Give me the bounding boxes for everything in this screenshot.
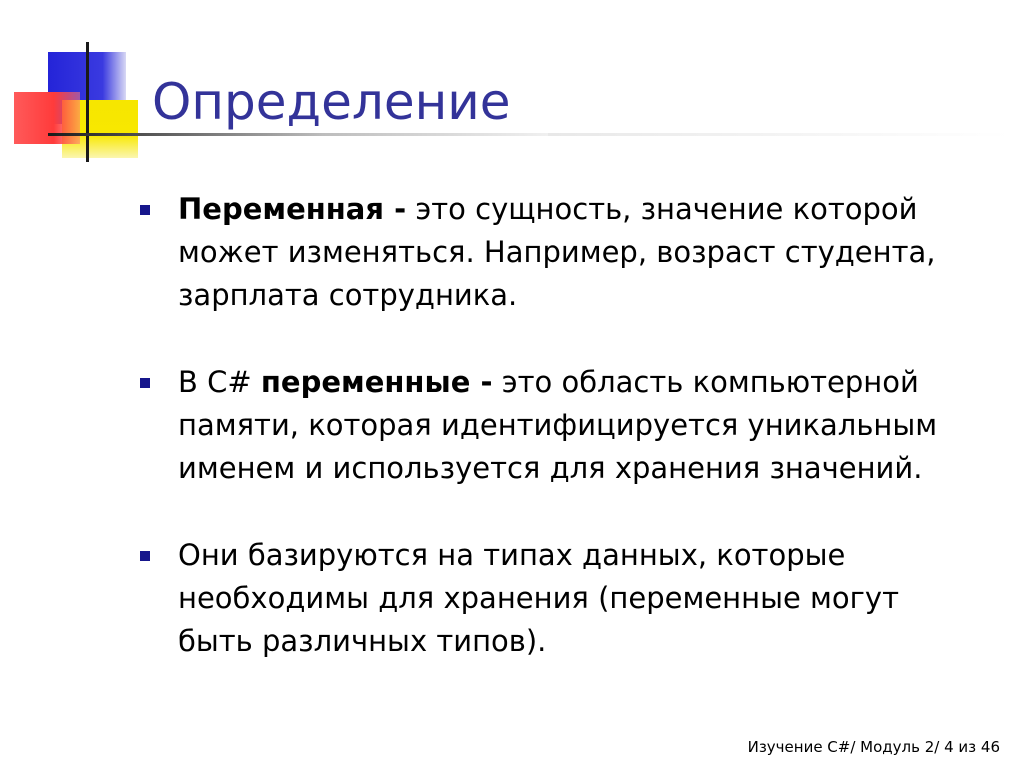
title-underline	[48, 133, 548, 136]
square-bullet-icon	[140, 205, 150, 215]
square-bullet-icon	[140, 378, 150, 388]
vertical-line-decoration	[86, 42, 89, 162]
red-square-decoration	[14, 92, 80, 144]
bullet-text: Они базируются на типах данных, которые необходимы для хранения (переменные могут быть различных типов).	[178, 538, 899, 658]
slide-footer: Изучение С#/ Модуль 2/ 4 из 46	[747, 738, 1000, 756]
slide-logo	[0, 0, 160, 170]
bullet-item-3	[140, 534, 960, 663]
bullet-term: Переменная -	[178, 192, 407, 226]
square-bullet-icon	[140, 551, 150, 561]
bullet-prefix: В С#	[178, 365, 261, 399]
bullet-item-1	[140, 188, 960, 317]
bullet-text: это область компьютерной памяти, которая идентифицируется уникальным именем и используется для хранения значений.	[178, 365, 938, 485]
bullet-item-2	[140, 361, 960, 490]
bullet-term: переменные -	[260, 365, 493, 399]
bullet-text: это сущность, значение которой может изменяться. Например, возраст студента, зарплата сотрудника.	[178, 192, 936, 312]
title-underline-fade	[548, 133, 1010, 136]
slide-title: Определение	[152, 73, 511, 131]
bullet-list	[140, 188, 960, 707]
